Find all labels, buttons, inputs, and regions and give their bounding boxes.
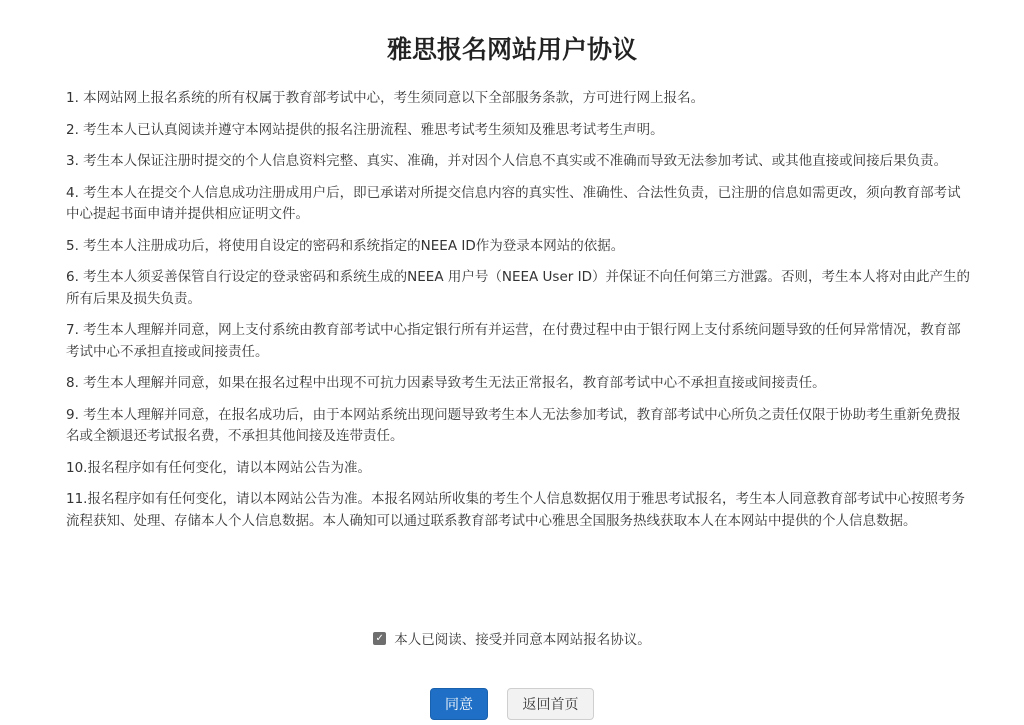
terms-item: 10.报名程序如有任何变化，请以本网站公告为准。 bbox=[66, 459, 371, 476]
terms-list bbox=[66, 88, 970, 542]
agreement-checkbox[interactable]: ✓ bbox=[373, 632, 386, 645]
agreement-label[interactable]: 本人已阅读、接受并同意本网站报名协议。 bbox=[394, 632, 651, 648]
terms-item: 11.报名程序如有任何变化，请以本网站公告为准。本报名网站所收集的考生个人信息数据仅用于雅思考试报名，考生本人同意教育部考试中心按照考务流程获知、处理、存储本人个人信息数据。本人确知可以通过联系教育部考试中心雅思全国服务热线获取本人在本网站中提供的个人信息数据。 bbox=[66, 491, 965, 529]
agreement-row bbox=[0, 628, 1024, 648]
action-buttons bbox=[0, 688, 1024, 720]
terms-item: 3. 考生本人保证注册时提交的个人信息资料完整、真实、准确，并对因个人信息不真实或不准确而导致无法参加考试、或其他直接或间接后果负责。 bbox=[66, 153, 948, 169]
terms-item: 8. 考生本人理解并同意，如果在报名过程中出现不可抗力因素导致考生无法正常报名，教育部考试中心不承担直接或间接责任。 bbox=[66, 375, 826, 391]
terms-item: 1. 本网站网上报名系统的所有权属于教育部考试中心，考生须同意以下全部服务条款，方可进行网上报名。 bbox=[66, 90, 705, 106]
terms-item: 6. 考生本人须妥善保管自行设定的登录密码和系统生成的NEEA 用户号（NEEA User ID）并保证不向任何第三方泄露。否则，考生本人将对由此产生的所有后果及损失负责。 bbox=[66, 269, 970, 307]
back-home-button[interactable]: 返回首页 bbox=[507, 688, 594, 720]
page-title: 雅思报名网站用户协议 bbox=[386, 35, 637, 64]
terms-item: 5. 考生本人注册成功后，将使用自设定的密码和系统指定的NEEA ID作为登录本网站的依据。 bbox=[66, 237, 625, 254]
terms-item: 7. 考生本人理解并同意，网上支付系统由教育部考试中心指定银行所有并运营，在付费过程中由于银行网上支付系统问题导致的任何异常情况，教育部考试中心不承担直接或间接责任。 bbox=[66, 322, 961, 360]
terms-item: 9. 考生本人理解并同意，在报名成功后，由于本网站系统出现问题导致考生本人无法参加考试，教育部考试中心所负之责任仅限于协助考生重新免费报名或全额退还考试报名费，不承担其他间接及连带责任。 bbox=[66, 406, 961, 444]
terms-item: 4. 考生本人在提交个人信息成功注册成用户后，即已承诺对所提交信息内容的真实性、准确性、合法性负责，已注册的信息如需更改，须向教育部考试中心提起书面申请并提供相应证明文件。 bbox=[66, 184, 961, 222]
agree-button[interactable]: 同意 bbox=[430, 688, 488, 720]
terms-item: 2. 考生本人已认真阅读并遵守本网站提供的报名注册流程、雅思考试考生须知及雅思考试考生声明。 bbox=[66, 121, 664, 138]
